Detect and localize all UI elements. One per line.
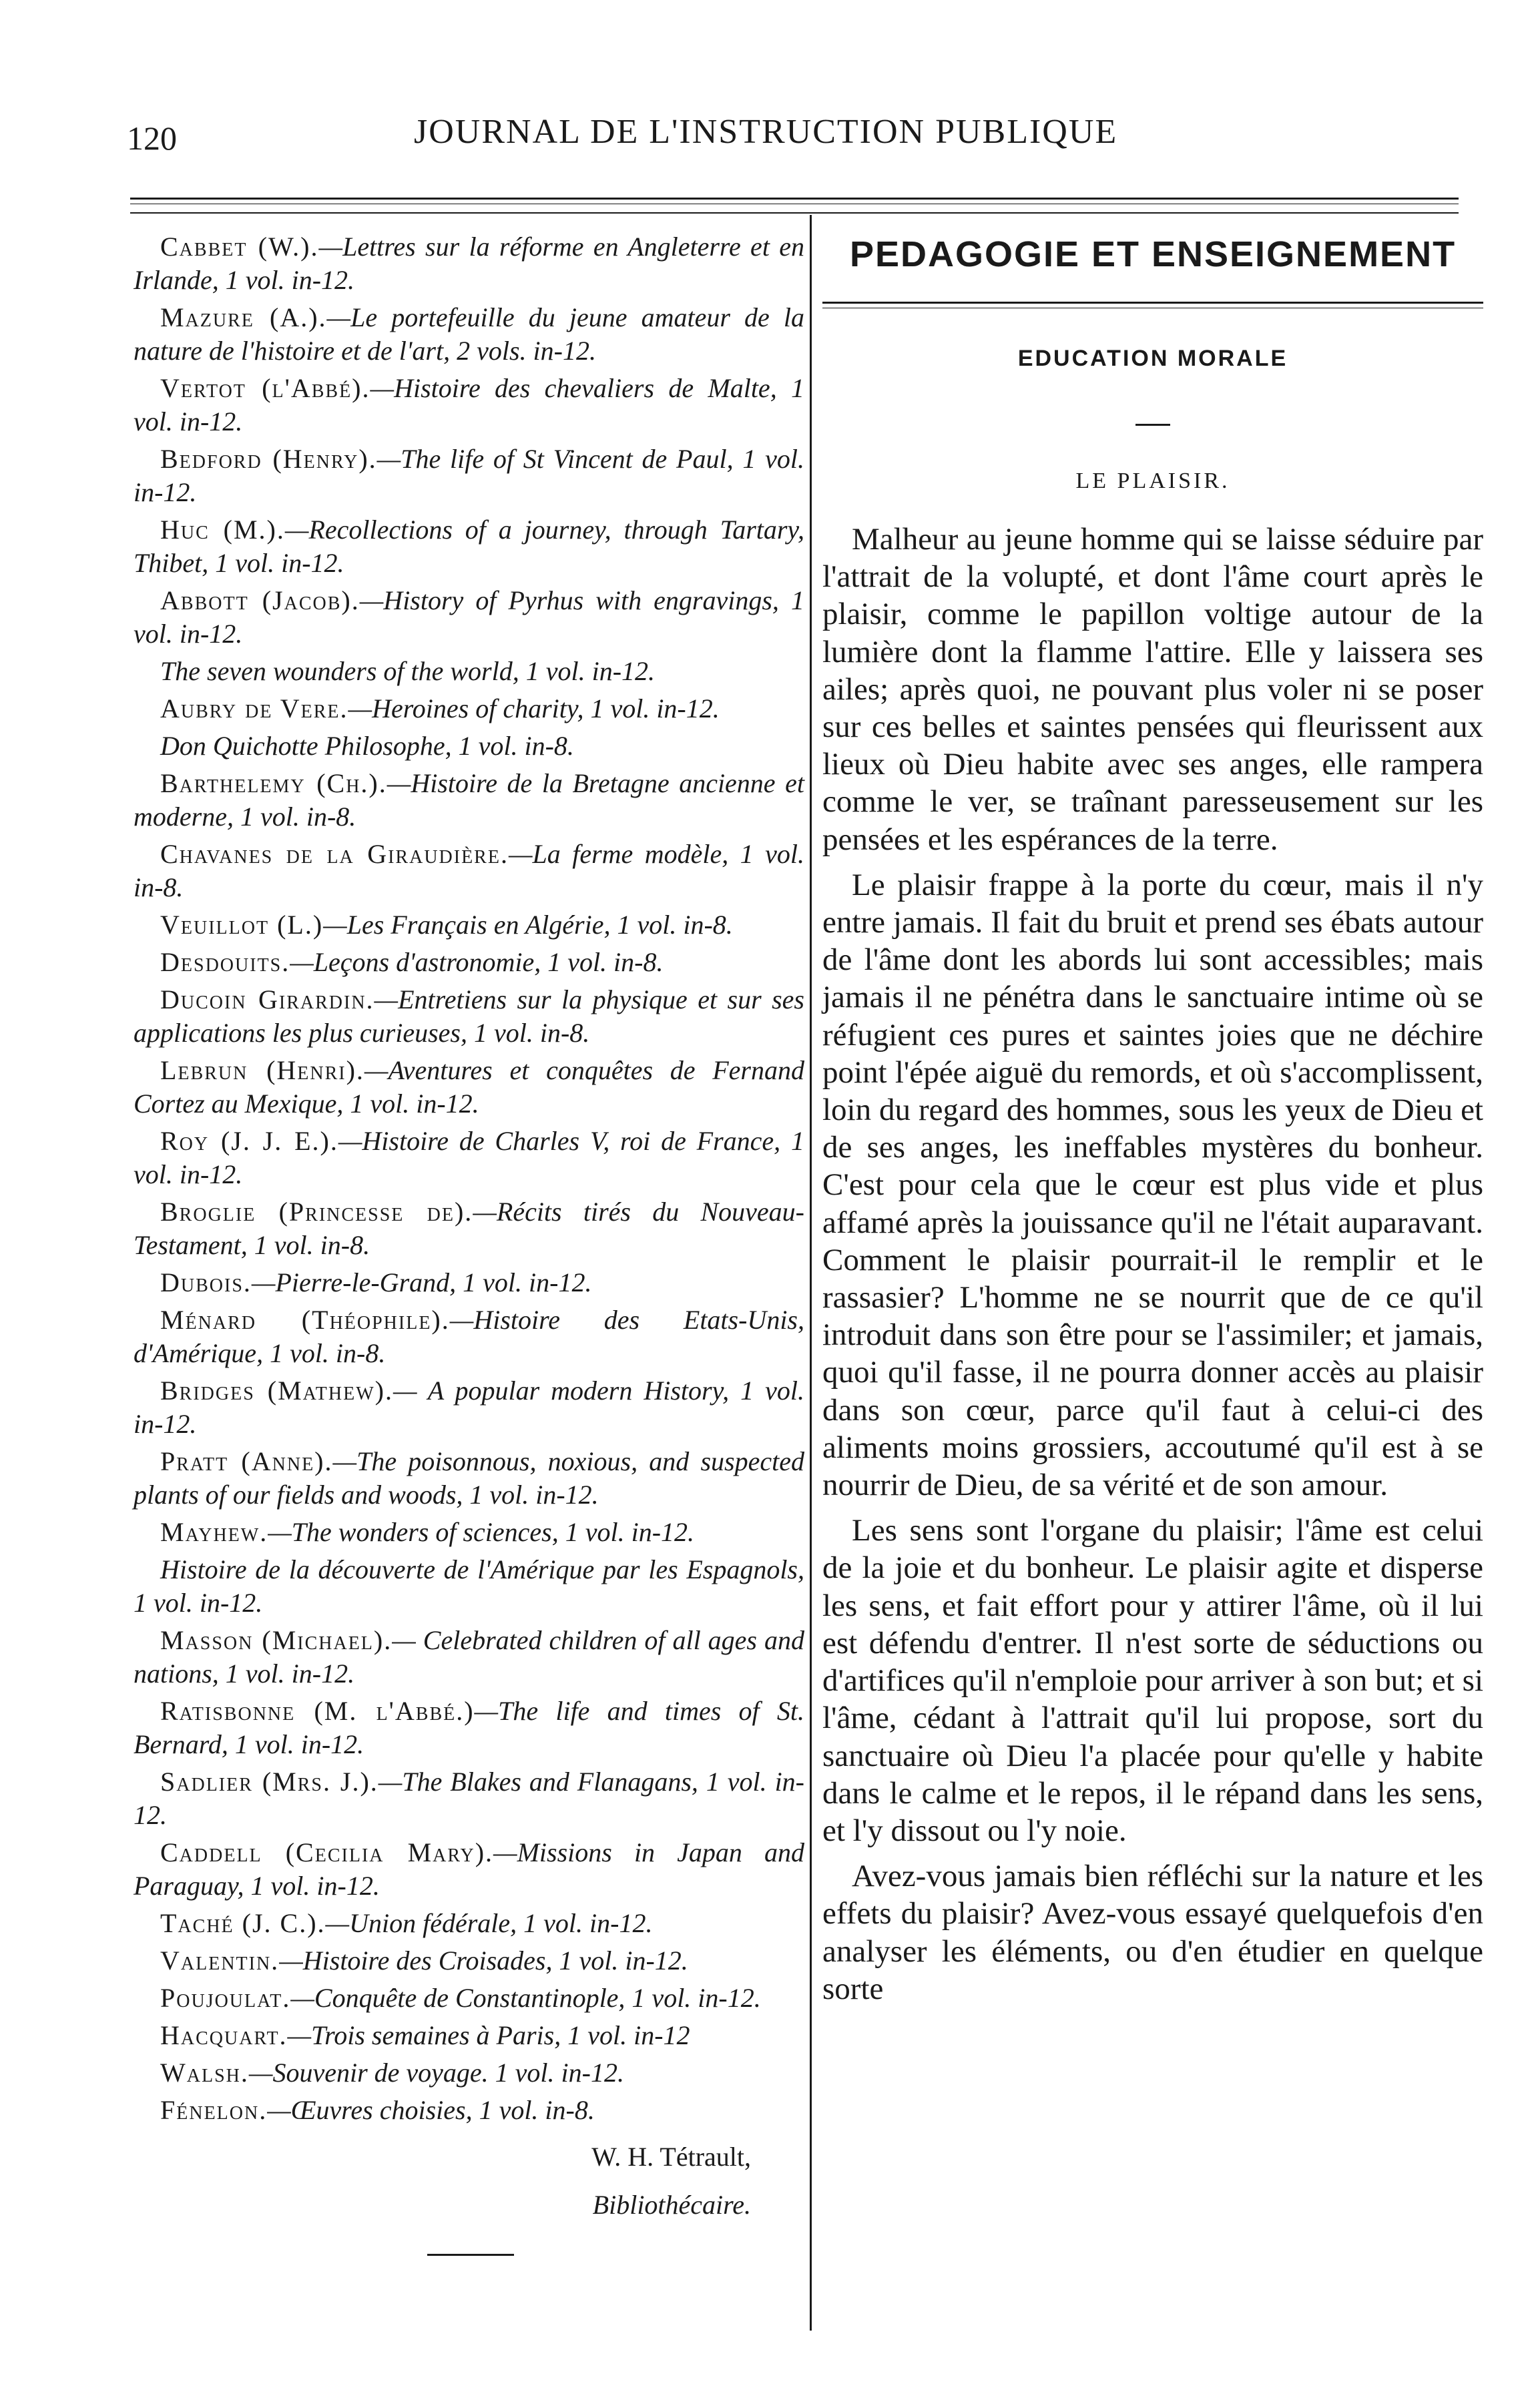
- book-author: Vertot (l'Abbé).: [160, 373, 370, 403]
- book-title: —Entretiens sur la physique et sur ses applications les plus curieuses, 1 vol. in-8.: [134, 984, 804, 1048]
- book-entry: [134, 1944, 804, 1978]
- book-title: —Histoire de la Bretagne ancienne et moderne, 1 vol. in-8.: [134, 768, 804, 832]
- book-author: Huc (M.).: [160, 515, 285, 545]
- signature-name: W. H. Tétrault,: [591, 2142, 751, 2172]
- book-author: Veuillot (L.): [160, 910, 324, 940]
- section-title: PEDAGOGIE ET ENSEIGNEMENT: [849, 234, 1457, 274]
- book-title: —Union fédérale, 1 vol. in-12.: [325, 1908, 653, 1938]
- header-rule-second: [130, 212, 1459, 214]
- book-title: —The Blakes and Flanagans, 1 vol. in-12.: [134, 1767, 804, 1830]
- book-entry: [134, 729, 804, 763]
- book-entry: [134, 1982, 804, 2015]
- book-title: —Histoire des Croisades, 1 vol. in-12.: [279, 1945, 688, 1976]
- book-title: —The life of St Vincent de Paul, 1 vol. in-12.: [134, 444, 804, 507]
- book-title: —Trois semaines à Paris, 1 vol. in-12: [287, 2020, 690, 2050]
- header-rule: [130, 198, 1459, 200]
- book-author: Broglie (Princesse de).: [160, 1197, 473, 1227]
- book-author: Chavanes de la Giraudière.: [160, 839, 509, 869]
- book-entry: [134, 1765, 804, 1832]
- book-author: Bridges (Mathew).: [160, 1376, 393, 1406]
- book-title: Don Quichotte Philosophe, 1 vol. in-8.: [160, 731, 574, 761]
- book-title: —History of Pyrhus with engravings, 1 vol. in-12.: [134, 585, 804, 649]
- book-author: Taché (J. C.).: [160, 1908, 326, 1938]
- signature-role: Bibliothécaire.: [592, 2190, 751, 2220]
- running-head: JOURNAL DE L'INSTRUCTION PUBLIQUE: [414, 113, 1118, 151]
- book-title: —Œuvres choisies, 1 vol. in-8.: [267, 2095, 595, 2125]
- book-author: Valentin.: [160, 1945, 280, 1976]
- book-title: — Celebrated children of all ages and nations, 1 vol. in-12.: [134, 1625, 804, 1689]
- book-entry: [134, 513, 804, 580]
- column-divider: [810, 215, 812, 2331]
- book-author: Ménard (Théophile).: [160, 1305, 450, 1335]
- book-author: Masson (Michael).: [160, 1625, 393, 1655]
- book-entry: [134, 1695, 804, 1761]
- book-title: — A popular modern History, 1 vol. in-12.: [134, 1376, 804, 1439]
- book-entry: [134, 838, 804, 904]
- book-entry: [134, 1516, 804, 1549]
- book-title: —Pierre-le-Grand, 1 vol. in-12.: [251, 1267, 592, 1297]
- book-entry: [134, 1125, 804, 1191]
- book-title: —La ferme modèle, 1 vol. in-8.: [134, 839, 804, 902]
- book-entry: [134, 230, 804, 297]
- book-title: The seven wounders of the world, 1 vol. in-12.: [160, 656, 656, 686]
- book-author: Mazure (A.).: [160, 302, 327, 332]
- book-entry: [134, 2094, 804, 2127]
- book-title: —Récits tirés du Nouveau-Testament, 1 vol. in-8.: [134, 1197, 805, 1260]
- book-entry: [134, 1374, 804, 1441]
- paragraph: Avez-vous jamais bien réfléchi sur la nature et les effets du plaisir? Avez-vous essayé quelquefois d'en analyser les éléments, ou d'en étudier en quelque sorte: [822, 1859, 1483, 2006]
- book-entry: [134, 442, 804, 509]
- book-entry: [134, 767, 804, 834]
- book-title: —The life and times of St. Bernard, 1 vol. in-12.: [134, 1696, 804, 1759]
- book-title: —The poisonnous, noxious, and suspected plants of our fields and woods, 1 vol. in-12.: [134, 1446, 804, 1510]
- book-author: Roy (J. J. E.).: [160, 1126, 338, 1156]
- left-column: [134, 230, 804, 2256]
- book-title: —Le portefeuille du jeune amateur de la nature de l'histoire et de l'art, 2 vols. in-12.: [134, 302, 804, 366]
- book-entry: [134, 908, 804, 942]
- book-author: Ducoin Girardin.: [160, 984, 374, 1014]
- paragraph: Le plaisir frappe à la porte du cœur, mais il n'y entre jamais. Il fait du bruit et prend ses ébats autour de l'âme dont les abords lui sont accessibles; mais jamais il ne pénétra dans le sanctuaire intime où se réfugient ces pures et saintes joies que ne déchire point l'épée aiguë du remords, et où s'accomplissent, loin du regard des hommes, sous les yeux de Dieu et de ses anges, les ineffables mystères du bonheur. C'est pour cela que le cœur est plus vide et plus affamé après la jouissance qu'il ne l'était auparavant. Comment le plaisir pourrait-il le remplir et le rassasier? L'homme ne se nourrit que de ce qu'il introduit dans son être pour se l'assimiler; et jamais, quoi qu'il fasse, il ne pourra donner accès au plaisir dans son cœur, parce qu'il faut à celui-ci des aliments moins grossiers, accoutumé qu'il est à se nourrir de Dieu, de sa vérité et de son amour.: [822, 867, 1483, 1503]
- book-entry: [134, 1266, 804, 1299]
- book-entry: [134, 1553, 804, 1620]
- book-list: [134, 230, 804, 2127]
- book-title: —Histoire de Charles V, roi de France, 1 vol. in-12.: [134, 1126, 804, 1189]
- book-entry: [134, 983, 804, 1050]
- book-author: Ratisbonne (M. l'Abbé.): [160, 1696, 475, 1726]
- paragraph: Malheur au jeune homme qui se laisse séduire par l'attrait de la volupté, et dont l'âme court après le plaisir, comme le papillon voltige autour de la lumière dont la flamme l'attire. Elle y laissera ses ailes; après quoi, ne pouvant plus voler ni se poser sur ces belles et saintes pensées qui fleurissent aux lieux où Dieu habite avec ses anges, elle rampera comme le ver, se traînant paresseusement sur les pensées et les espérances de la terre.: [822, 522, 1483, 857]
- book-entry: [134, 1836, 804, 1903]
- book-title: —Les Français en Algérie, 1 vol. in-8.: [323, 910, 733, 940]
- book-title: —Leçons d'astronomie, 1 vol. in-8.: [290, 947, 664, 977]
- book-author: Pratt (Anne).: [160, 1446, 333, 1476]
- signature-block: [134, 2140, 804, 2222]
- book-entry: [134, 2019, 804, 2052]
- book-author: Mayhew.: [160, 1517, 268, 1547]
- book-entry: [134, 1445, 804, 1512]
- book-title: —Heroines of charity, 1 vol. in-12.: [348, 693, 720, 723]
- book-title: —Histoire des chevaliers de Malte, 1 vol. in-12.: [134, 373, 804, 436]
- book-title: —Lettres sur la réforme en Angleterre et en Irlande, 1 vol. in-12.: [134, 232, 804, 295]
- book-entry: [134, 1907, 804, 1940]
- end-rule: [427, 2254, 514, 2256]
- book-title: —Missions in Japan and Paraguay, 1 vol. in-12.: [134, 1837, 804, 1901]
- page-number: 120: [127, 119, 177, 157]
- book-author: Abbott (Jacob).: [160, 585, 360, 615]
- article-title: LE PLAISIR.: [1075, 469, 1230, 493]
- book-author: Desdouits.: [160, 947, 290, 977]
- book-title: —The wonders of sciences, 1 vol. in-12.: [268, 1517, 695, 1547]
- book-title: Histoire de la découverte de l'Amérique par les Espagnols, 1 vol. in-12.: [134, 1554, 804, 1618]
- book-entry: [134, 584, 804, 651]
- book-author: Barthelemy (Ch.).: [160, 768, 387, 798]
- book-entry: [134, 301, 804, 368]
- subsection-dash: [1135, 424, 1170, 426]
- book-author: Caddell (Cecilia Mary).: [160, 1837, 494, 1867]
- book-author: Dubois.: [160, 1267, 252, 1297]
- book-entry: [134, 655, 804, 688]
- book-author: Bedford (Henry).: [160, 444, 377, 474]
- book-title: —Recollections of a journey, through Tartary, Thibet, 1 vol. in-12.: [134, 515, 804, 578]
- book-author: Cabbet (W.).: [160, 232, 319, 262]
- book-title: —Histoire des Etats-Unis, d'Amérique, 1 vol. in-8.: [134, 1305, 804, 1368]
- subsection-title: EDUCATION MORALE: [1017, 346, 1288, 371]
- book-entry: [134, 2056, 804, 2090]
- paragraph: Les sens sont l'organe du plaisir; l'âme est celui de la joie et du bonheur. Le plaisir agite et disperse les sens, et fait effort pour y attirer l'âme, où il lui est défendu d'entrer. Il n'est sorte de séductions ou d'artifices qu'il n'emploie pour arriver à son but; et si l'âme, cédant à l'attrait qu'il lui propose, sort du sanctuaire où Dieu l'a placée pour qu'elle y habite dans le calme et le repos, il le répand dans les sens, et l'y dissout ou l'y noie.: [822, 1513, 1483, 1848]
- book-entry: [134, 1303, 804, 1370]
- book-entry: [134, 1054, 804, 1121]
- book-entry: [134, 692, 804, 725]
- book-author: Walsh.: [160, 2058, 249, 2088]
- book-author: Aubry de Vere.: [160, 693, 348, 723]
- book-entry: [134, 946, 804, 979]
- book-entry: [134, 372, 804, 438]
- book-author: Hacquart.: [160, 2020, 288, 2050]
- book-title: —Conquête de Constantinople, 1 vol. in-12.: [290, 1983, 761, 2013]
- book-author: Sadlier (Mrs. J.).: [160, 1767, 378, 1797]
- section-double-rule: [822, 302, 1483, 308]
- book-entry: [134, 1195, 804, 1262]
- book-author: Fénelon.: [160, 2095, 268, 2125]
- book-entry: [134, 1624, 804, 1691]
- right-column: [822, 220, 1483, 2008]
- book-author: Lebrun (Henri).: [160, 1055, 364, 1085]
- book-title: —Aventures et conquêtes de Fernand Cortez au Mexique, 1 vol. in-12.: [134, 1055, 804, 1119]
- book-title: —Souvenir de voyage. 1 vol. in-12.: [248, 2058, 624, 2088]
- book-author: Poujoulat.: [160, 1983, 291, 2013]
